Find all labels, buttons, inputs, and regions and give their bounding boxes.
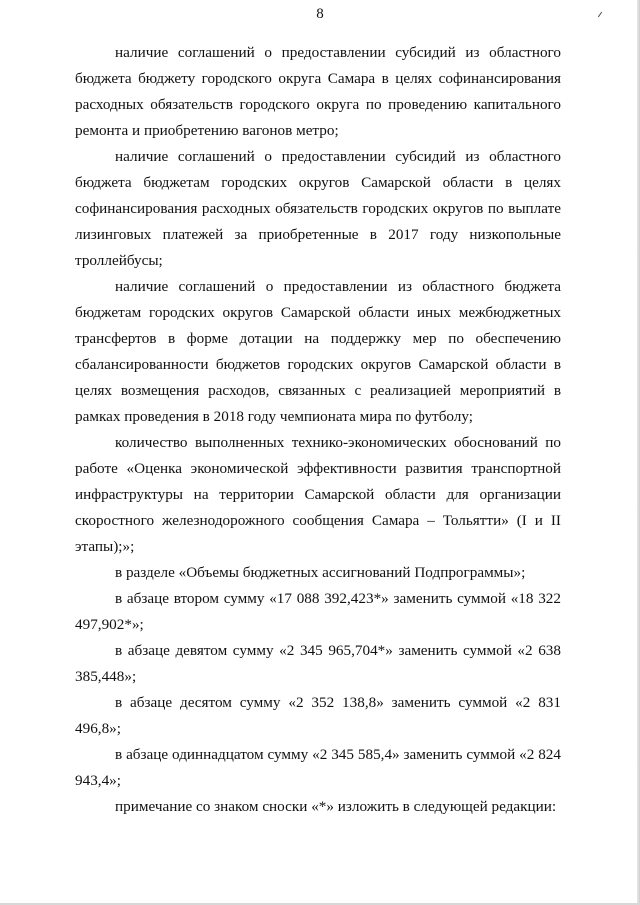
page-number: 8 [316, 6, 324, 22]
paragraph-amendment-tenth: в абзаце десятом сумму «2 352 138,8» заменить суммой «2 831 496,8»; [75, 694, 561, 737]
paragraph-amendment-ninth: в абзаце девятом сумму «2 345 965,704*» заменить суммой «2 638 385,448»; [75, 642, 561, 685]
paragraph-world-cup-transfers: наличие соглашений о предоставлении из областного бюджета бюджетам городских округов Самарской области иных межбюджетных трансфертов в форме дотации на поддержку мер по обеспечению сбалансированности бюджетов городских округов Самарской области в целях возмещения расходов, связанных с реализацией мероприятий в рамках проведения в 2018 году чемпионата мира по футболу; [75, 278, 561, 425]
paragraph-footnote-note: примечание со знаком сноски «*» изложить в следующей редакции: [115, 798, 557, 815]
paragraph-metro-subsidies: наличие соглашений о предоставлении субсидий из областного бюджета бюджету городского округа Самара в целях софинансирования расходных обязательств городского округа по проведению капитального ремонта и приобретению вагонов метро; [75, 44, 561, 139]
paragraph-amendment-eleventh: в абзаце одиннадцатом сумму «2 345 585,4» заменить суммой «2 824 943,4»; [75, 746, 561, 789]
paragraph-budget-section: в разделе «Объемы бюджетных ассигнований Подпрограммы»; [115, 564, 526, 581]
paragraph-amendment-second: в абзаце втором сумму «17 088 392,423*» заменить суммой «18 322 497,902*»; [75, 590, 561, 633]
paragraph-feasibility-studies: количество выполненных технико-экономических обоснований по работе «Оценка экономической эффективности развития транспортной инфраструктуры на территории Самарской области для организации скоростного железнодорожного сообщения Самара – Тольятти» (I и II этапы);»; [75, 434, 561, 555]
paragraph-trolleybus-leasing: наличие соглашений о предоставлении субсидий из областного бюджета бюджетам городских округов Самарской области в целях софинансирования расходных обязательств городских округов по выплате лизинговых платежей за приобретенные в 2017 году низкопольные троллейбусы; [75, 148, 561, 269]
document-body [75, 40, 561, 820]
